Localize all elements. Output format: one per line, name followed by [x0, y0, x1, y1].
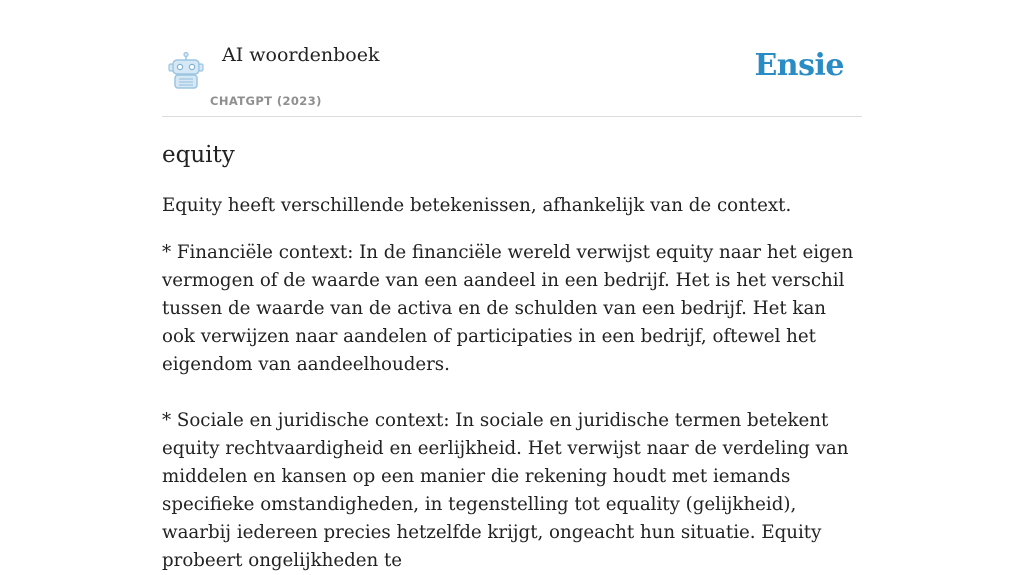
robot-icon [166, 52, 206, 90]
header [162, 0, 862, 117]
source-label: CHATGPT (2023) [210, 94, 322, 108]
definition-paragraph: * Sociale en juridische context: In sociale en juridische termen betekent equity rechtvaardigheid en eerlijkheid. Het verwijst naar de verdeling van middelen en kansen op een manier die rekening houdt met iemands specifieke omstandigheden, in tegenstelling tot equality (gelijkheid), waarbij iedereen precies hetzelfde krijgt, ongeacht hun situatie. Equity probeert ongelijkheden te [162, 410, 849, 571]
definition-paragraph: * Financiële context: In de financiële wereld verwijst equity naar het eigen vermogen of de waarde van een aandeel in een bedrijf. Het is het verschil tussen de waarde van de activa en de schulden van een bedrijf. Het kan ook verwijzen naar aandelen of participaties in een bedrijf, oftewel het eigendom van aandeelhouders. [162, 242, 854, 375]
entry-definition [162, 192, 862, 575]
page [162, 0, 862, 575]
definition-intro: Equity heeft verschillende betekenissen, afhankelijk van de context. [162, 195, 792, 216]
brand-logo[interactable]: Ensie [754, 48, 844, 83]
entry-term: equity [162, 142, 235, 168]
dictionary-title[interactable]: AI woordenboek [222, 44, 380, 66]
